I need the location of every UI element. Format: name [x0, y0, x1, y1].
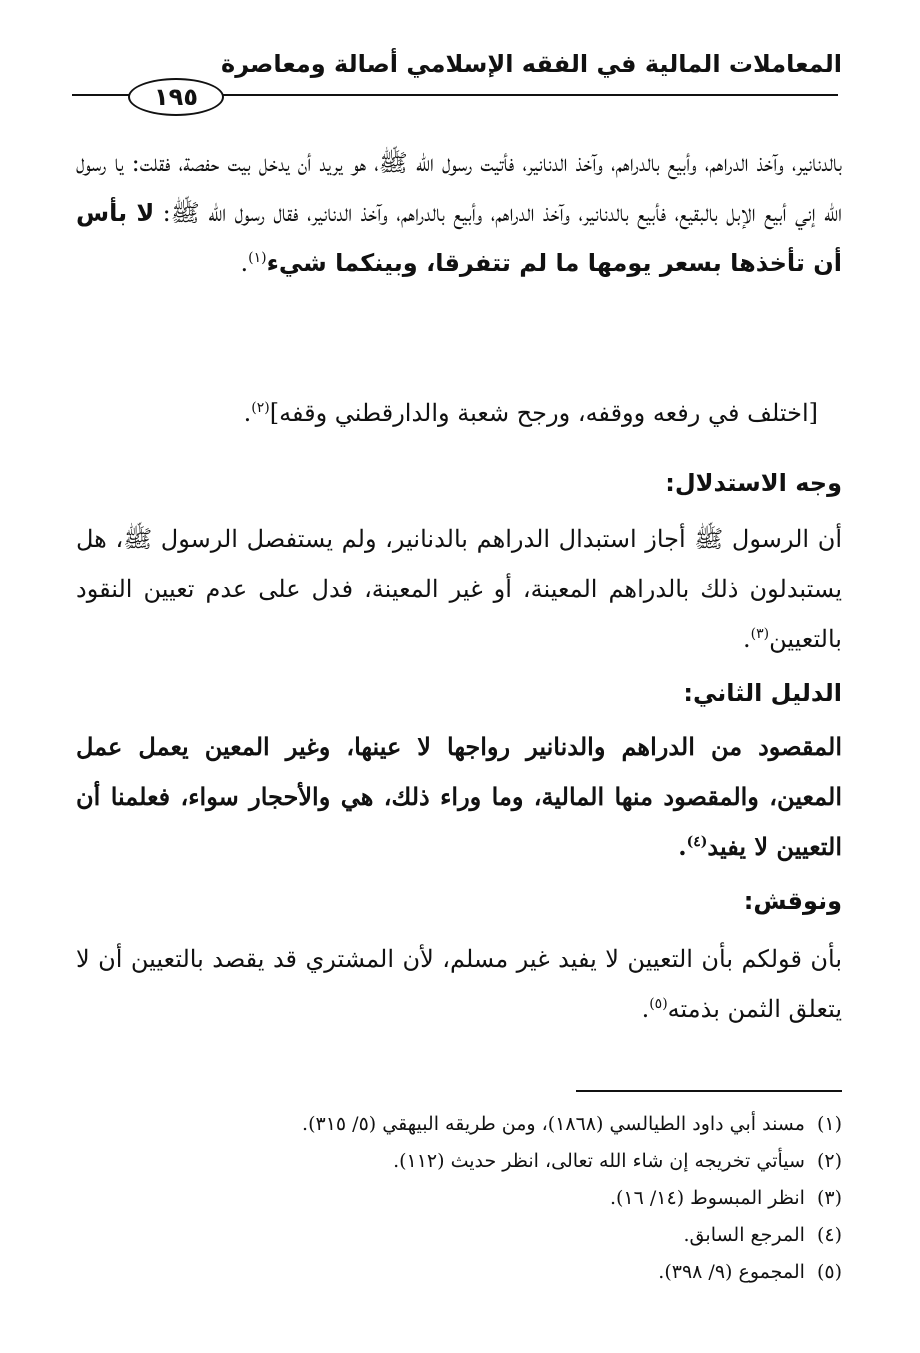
footnote-number: (٢) [816, 1150, 842, 1172]
rebuttal-text: بأن قولكم بأن التعيين لا يفيد غير مسلم، لأن المشتري قد يقصد بالتعيين أن لا يتعلق الثمن بذمته [76, 945, 842, 1023]
hadith-quote: لا بأس أن تأخذها بسعر يومها ما لم تتفرقا، وبينكما شيء [76, 199, 842, 277]
page-number: ١٩٥ [128, 78, 224, 116]
footnote-text: المرجع السابق. [683, 1224, 805, 1246]
grading-note [76, 388, 818, 454]
footnote-item [76, 1143, 842, 1180]
footnote-text: المجموع (٩/ ٣٩٨). [658, 1261, 805, 1283]
footnote-ref-3: (٣) [750, 626, 770, 642]
paragraph-end: . [678, 832, 687, 861]
footnote-item [76, 1180, 842, 1217]
footnote-separator [576, 1090, 842, 1092]
footnote-ref-2: (٢) [251, 400, 270, 416]
footnotes [76, 1106, 842, 1291]
footnote-number: (١) [816, 1113, 842, 1135]
footnote-ref-5: (٥) [649, 996, 668, 1012]
heading-second-proof: الدليل الثاني: [683, 679, 842, 707]
paragraph-end: . [243, 399, 252, 427]
heading-evidence-point: وجه الاستدلال: [665, 469, 842, 497]
paragraph-end: . [743, 625, 751, 653]
footnote-item [76, 1254, 842, 1291]
footnote-text: مسند أبي داود الطيالسي (١٨٦٨)، ومن طريقه البيهقي (٥/ ٣١٥). [302, 1113, 805, 1135]
second-proof-paragraph [76, 722, 842, 872]
footnote-ref-1: (١) [248, 250, 267, 266]
footnote-number: (٣) [816, 1187, 842, 1209]
main-text [76, 138, 842, 1036]
running-header-title: المعاملات المالية في الفقه الإسلامي أصالة ومعاصرة [221, 50, 842, 78]
evidence-paragraph [76, 514, 842, 664]
hadith-paragraph-text: بالدنانير، وآخذ الدراهم، وأبيع بالدراهم، وآخذ الدنانير، فأتيت رسول الله ﷺ، هو يريد أن يدخل بيت حفصة، فقلت: يا رسول الله إني أبيع الإبل بالبقيع، فأبيع بالدنانير، وآخذ الدراهم، وأبيع بالدراهم، وآخذ الدنانير، فقال رسول الله ﷺ: [76, 149, 842, 227]
footnote-item [76, 1106, 842, 1143]
footnote-text: انظر المبسوط (١٤/ ١٦). [609, 1187, 805, 1209]
heading-rebuttal: ونوقش: [743, 887, 842, 915]
footnote-text: سيأتي تخريجه إن شاء الله تعالى، انظر حديث (١١٢). [393, 1150, 805, 1172]
footnote-number: (٥) [816, 1261, 842, 1283]
grading-note-text: [اختلف في رفعه ووقفه، ورجح شعبة والدارقطني وقفه] [269, 399, 818, 427]
footnote-item [76, 1217, 842, 1254]
paragraph-end: . [240, 249, 249, 277]
paragraph-end: . [641, 995, 650, 1023]
footnote-ref-4: (٤) [686, 834, 708, 850]
hadith-paragraph [76, 138, 842, 386]
evidence-paragraph-text: أن الرسول ﷺ أجاز استبدال الدراهم بالدنانير، ولم يستفصل الرسول ﷺ، هل يستبدلون ذلك بالدراهم المعينة، أو غير المعينة، فدل على عدم تعيين النقود بالتعيين [76, 525, 842, 653]
footnote-number: (٤) [816, 1224, 842, 1246]
second-proof-text: المقصود من الدراهم والدنانير رواجها لا عينها، وغير المعين يعمل عمل المعين، والمقصود منها المالية، وما وراء ذلك، هي والأحجار سواء، فعلمنا أن التعيين لا يفيد [76, 732, 842, 861]
rebuttal-paragraph [76, 934, 842, 1036]
